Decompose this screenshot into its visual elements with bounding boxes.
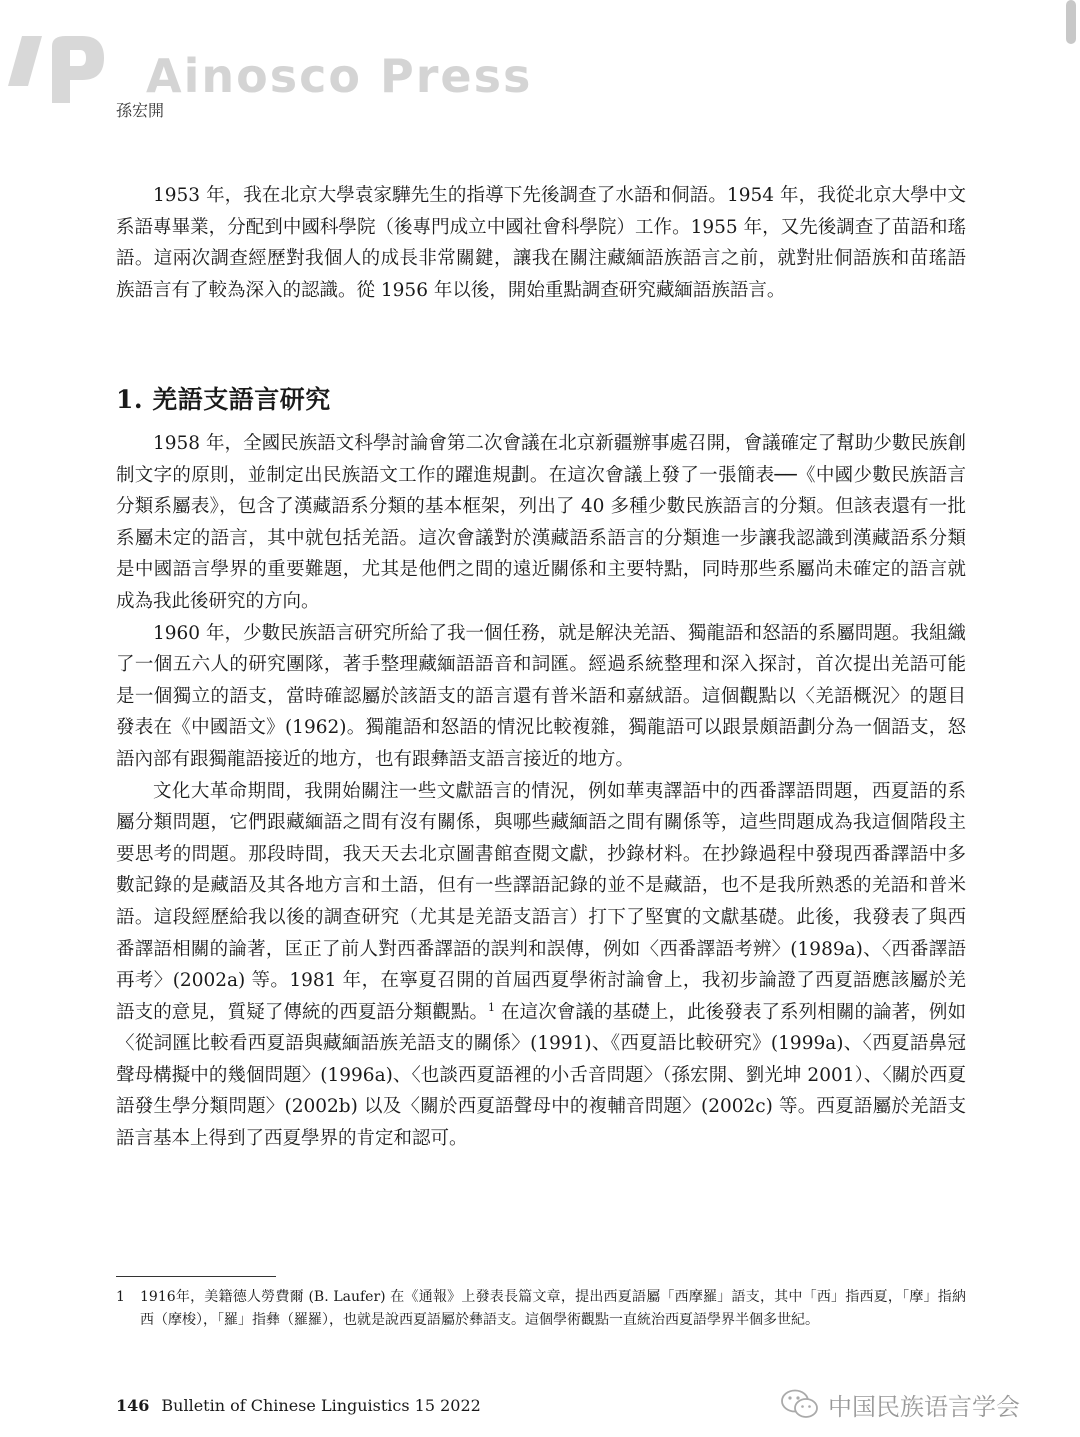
footnote-text: 1916年，美籍德人勞費爾 (B. Laufer) 在《通報》上發表長篇文章，提出西夏語屬「西摩羅」語支，其中「西」指西夏，「摩」指納西（摩梭），「羅」指彝（羅羅），也就是說西夏語屬於彝語支。這個學術觀點一直統治西夏語學界半個多世紀。: [140, 1289, 966, 1328]
publisher-logo: [0, 28, 560, 108]
intro-text: [116, 180, 966, 306]
section-body: [116, 428, 966, 1155]
intro-paragraph: 1953 年，我在北京大學袁家驊先生的指導下先後調查了水語和侗語。1954 年，我從北京大學中文系語專畢業，分配到中國科學院（後專門成立中國社會科學院）工作。1955 年，又先後調查了苗語和瑤語。這兩次調查經歷對我個人的成長非常關鍵，讓我在關注藏緬語族語言之前，就對壯侗語族和苗瑤語族語言有了較為深入的認識。從 1956 年以後，開始重點調查研究藏緬語族語言。: [116, 185, 966, 301]
watermark: [780, 1384, 1020, 1424]
svg-text:Ainosco Press: Ainosco Press: [146, 49, 533, 103]
page-number: 146: [116, 1396, 150, 1415]
paragraph-3-part-1: 文化大革命期間，我開始關注一些文獻語言的情況，例如華夷譯語中的西番譯語問題，西夏語的系屬分類問題，它們跟藏緬語之間有沒有關係，與哪些藏緬語之間有關係等，這些問題成為我這個階段主要思考的問題。那段時間，我天天去北京圖書館查閱文獻，抄錄材料。在抄錄過程中發現西番譯語中多數記錄的是藏語及其各地方言和土語，但有一些譯語記錄的並不是藏語，也不是我所熟悉的羌語和普米語。這段經歷給我以後的調查研究（尤其是羌語支語言）打下了堅實的文獻基礎。此後，我發表了與西番譯語相關的論著，匡正了前人對西番譯語的誤判和誤傳，例如〈西番譯語考辨〉(1989a)、〈西番譯語再考〉(2002a) 等。1981 年，在寧夏召開的首屆西夏學術討論會上，我初步論證了西夏語應該屬於羌語支的意見，質疑了傳統的西夏語分類觀點。: [116, 780, 966, 1023]
scrollbar-thumb[interactable]: [1066, 0, 1076, 44]
section-heading: 1. 羌語支語言研究: [116, 385, 331, 414]
journal-title: Bulletin of Chinese Linguistics 15 2022: [161, 1396, 481, 1415]
footnote: [116, 1286, 966, 1332]
paragraph-3-part-2: 在這次會議的基礎上，此後發表了系列相關的論著，例如〈從詞匯比較看西夏語與藏緬語族羌語支的關係〉(1991)、《西夏語比較研究》(1999a)、〈西夏語鼻冠聲母構擬中的幾個問題〉(1996a)、〈也談西夏語裡的小舌音問題〉（孫宏開、劉光坤 2001）、〈關於西夏語發生學分類問題〉(2002b) 以及〈關於西夏語聲母中的複輔音問題〉(2002c) 等。西夏語屬於羌語支語言基本上得到了西夏學界的肯定和認可。: [116, 1001, 966, 1150]
running-head-author: 孫宏開: [116, 101, 165, 120]
paragraph-2: 1960 年，少數民族語言研究所給了我一個任務，就是解決羌語、獨龍語和怒語的系屬問題。我組織了一個五六人的研究團隊，著手整理藏緬語語音和詞匯。經過系統整理和深入探討，首次提出羌語可能是一個獨立的語支，當時確認屬於該語支的語言還有普米語和嘉絨語。這個觀點以〈羌語概況〉的題目發表在《中國語文》(1962)。獨龍語和怒語的情況比較複雜，獨龍語可以跟景頗語劃分為一個語支，怒語內部有跟獨龍語接近的地方，也有跟彝語支語言接近的地方。: [116, 622, 966, 770]
footnote-divider: [116, 1276, 276, 1277]
page-footer: [116, 1396, 481, 1415]
paragraph-1: 1958 年，全國民族語文科學討論會第二次會議在北京新疆辦事處召開，會議確定了幫助少數民族創制文字的原則，並制定出民族語文工作的躍進規劃。在這次會議上發了一張簡表──《中國少數民族語言分類系屬表》，包含了漢藏語系分類的基本框架，列出了 40 多種少數民族語言的分類。但該表還有一批系屬未定的語言，其中就包括羌語。這次會議對於漢藏語系語言的分類進一步讓我認識到漢藏語系分類是中國語言學界的重要難題，尤其是他們之間的遠近關係和主要特點，同時那些系屬尚未確定的語言就成為我此後研究的方向。: [116, 433, 966, 612]
footnote-ref[interactable]: 1: [488, 1000, 496, 1014]
watermark-text: 中国民族语言学会: [828, 1392, 1020, 1421]
footnote-number: 1: [116, 1289, 125, 1305]
wechat-icon: [780, 1388, 820, 1420]
paragraph-3: [116, 776, 966, 1155]
ainosco-logo-icon: [0, 28, 560, 108]
